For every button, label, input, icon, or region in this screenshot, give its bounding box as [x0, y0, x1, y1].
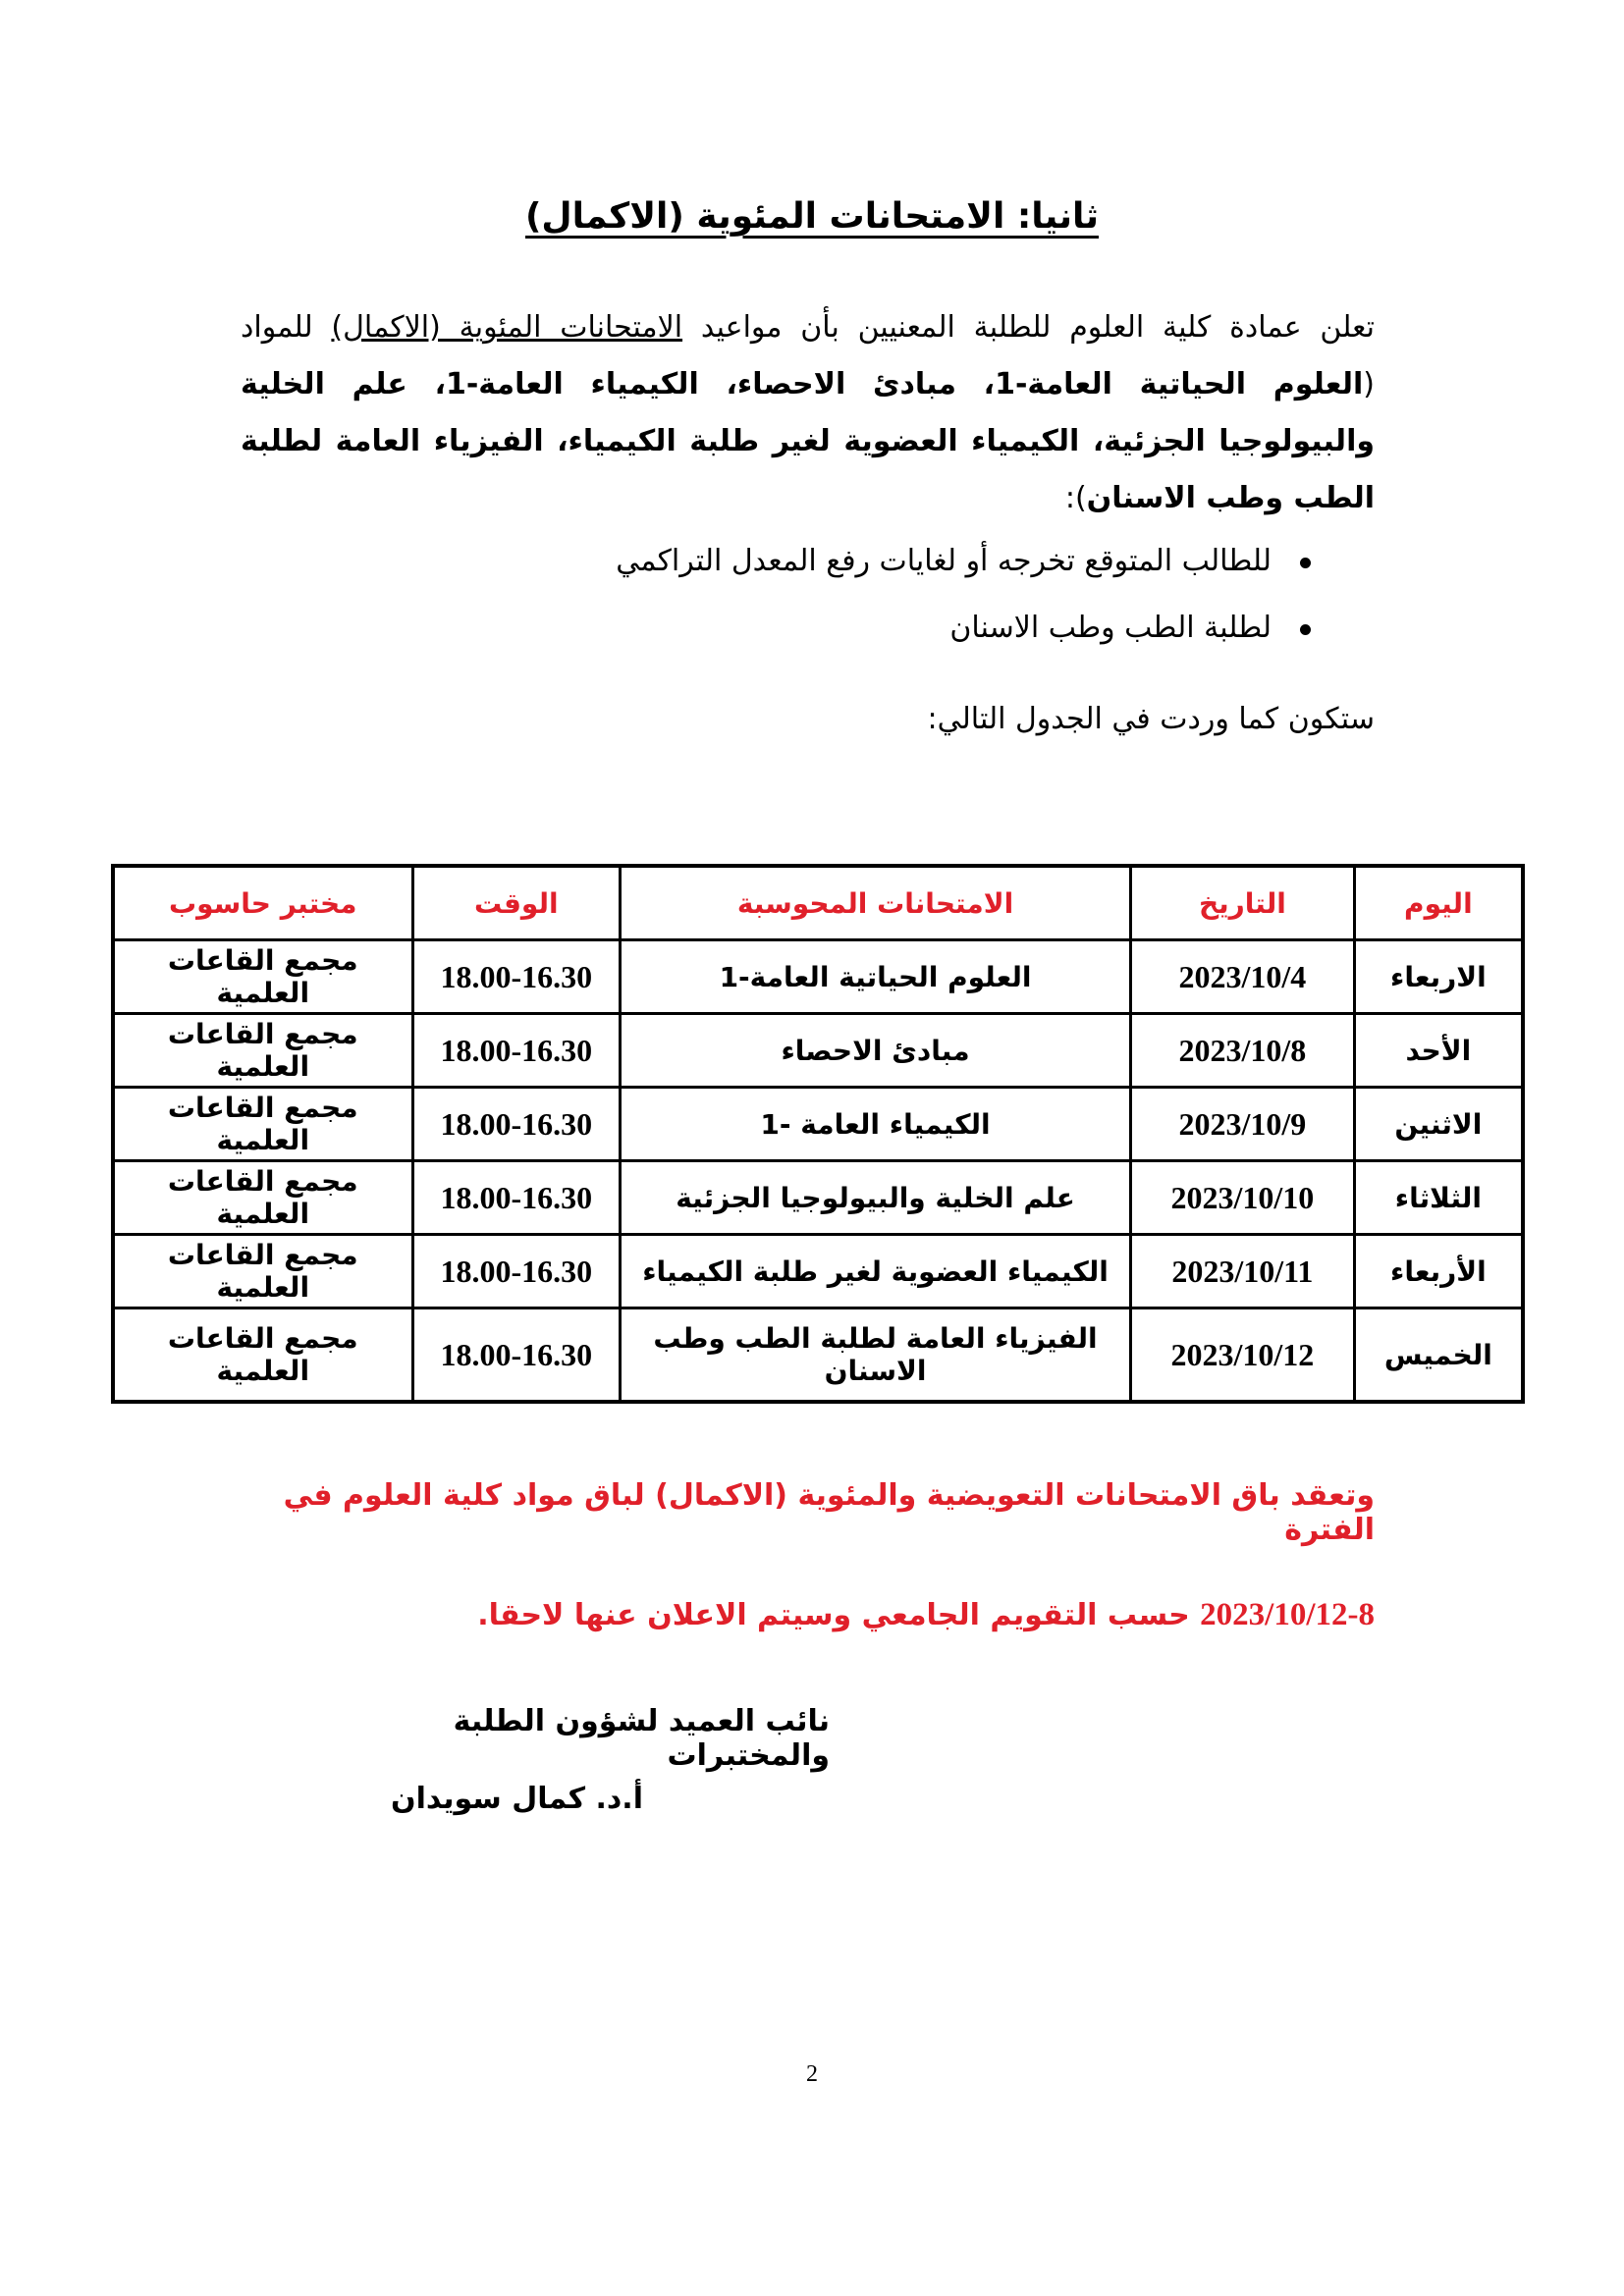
cell-time: 18.00-16.30: [412, 1235, 620, 1308]
cell-date: 2023/10/8: [1131, 1014, 1355, 1088]
cell-exam: الكيمياء العضوية لغير طلبة الكيمياء: [620, 1235, 1130, 1308]
table-row: [113, 940, 1523, 1014]
cell-exam: مبادئ الاحصاء: [620, 1014, 1130, 1088]
table-lead-text: ستكون كما وردت في الجدول التالي:: [927, 702, 1375, 736]
intro-text-end: ):: [1064, 481, 1087, 515]
cell-exam: علم الخلية والبيولوجيا الجزئية: [620, 1161, 1130, 1235]
cell-lab: مجمع القاعات العلمية: [113, 940, 412, 1014]
cell-day: الأحد: [1354, 1014, 1523, 1088]
notice-line-1: وتعقد باق الامتحانات التعويضية والمئوية (الاكمال) لباق مواد كلية العلوم في الفترة: [283, 1478, 1375, 1547]
list-item: للطالب المتوقع تخرجه أو لغايات رفع المعدل التراكمي: [393, 528, 1311, 595]
cell-time: 18.00-16.30: [412, 940, 620, 1014]
notice-line-2: [241, 1597, 1375, 1633]
cell-date: 2023/10/9: [1131, 1088, 1355, 1161]
cell-day: الخميس: [1354, 1308, 1523, 1403]
table-row: [113, 1014, 1523, 1088]
header-lab: مختبر حاسوب: [113, 866, 412, 940]
notice-line-2-text: حسب التقويم الجامعي وسيتم الاعلان عنها لاحقا.: [477, 1598, 1201, 1632]
intro-text-start: تعلن عمادة كلية العلوم للطلبة المعنيين بأن مواعيد: [682, 310, 1375, 345]
cell-time: 18.00-16.30: [412, 1161, 620, 1235]
cell-day: الاثنين: [1354, 1088, 1523, 1161]
cell-date: 2023/10/11: [1131, 1235, 1355, 1308]
cell-exam: العلوم الحياتية العامة-1: [620, 940, 1130, 1014]
intro-paragraph: [241, 299, 1375, 527]
cell-time: 18.00-16.30: [412, 1014, 620, 1088]
intro-exam-type: الامتحانات المئوية (الاكمال): [331, 310, 683, 345]
intro-text-mid: للمواد (: [241, 310, 1375, 401]
cell-date: 2023/10/10: [1131, 1161, 1355, 1235]
cell-time: 18.00-16.30: [412, 1088, 620, 1161]
page-number: 2: [806, 2061, 818, 2087]
cell-day: الأربعاء: [1354, 1235, 1523, 1308]
list-item: لطلبة الطب وطب الاسنان: [393, 595, 1311, 662]
cell-date: 2023/10/4: [1131, 940, 1355, 1014]
cell-lab: مجمع القاعات العلمية: [113, 1308, 412, 1403]
cell-exam: الفيزياء العامة لطلبة الطب وطب الاسنان: [620, 1308, 1130, 1403]
header-day: اليوم: [1354, 866, 1523, 940]
header-time: الوقت: [412, 866, 620, 940]
signature-role: نائب العميد لشؤون الطلبة والمختبرات: [453, 1704, 830, 1773]
cell-lab: مجمع القاعات العلمية: [113, 1161, 412, 1235]
cell-lab: مجمع القاعات العلمية: [113, 1235, 412, 1308]
signature-name: أ.د. كمال سويدان: [390, 1782, 643, 1816]
cell-day: الثلاثاء: [1354, 1161, 1523, 1235]
cell-lab: مجمع القاعات العلمية: [113, 1088, 412, 1161]
cell-date: 2023/10/12: [1131, 1308, 1355, 1403]
intro-subjects: العلوم الحياتية العامة-1، مبادئ الاحصاء، الكيمياء العامة-1، علم الخلية والبيولوجيا الجزئية، الكيمياء العضوية لغير طلبة الكيمياء، الفيزياء العامة لطلبة الطب وطب الاسنان: [241, 367, 1375, 515]
eligibility-list: [393, 528, 1311, 662]
table-row: [113, 1161, 1523, 1235]
cell-lab: مجمع القاعات العلمية: [113, 1014, 412, 1088]
table-row: [113, 1088, 1523, 1161]
table-row: [113, 1235, 1523, 1308]
page-title: ثانيا: الامتحانات المئوية (الاكمال): [524, 196, 1100, 237]
notice-date-range: 2023/10/12-8: [1200, 1597, 1375, 1632]
exam-schedule-table: [111, 864, 1525, 1404]
header-exam: الامتحانات المحوسبة: [620, 866, 1130, 940]
cell-day: الاربعاء: [1354, 940, 1523, 1014]
table-header-row: [113, 866, 1523, 940]
table-row: [113, 1308, 1523, 1403]
header-date: التاريخ: [1131, 866, 1355, 940]
cell-exam: الكيمياء العامة -1: [620, 1088, 1130, 1161]
cell-time: 18.00-16.30: [412, 1308, 620, 1403]
